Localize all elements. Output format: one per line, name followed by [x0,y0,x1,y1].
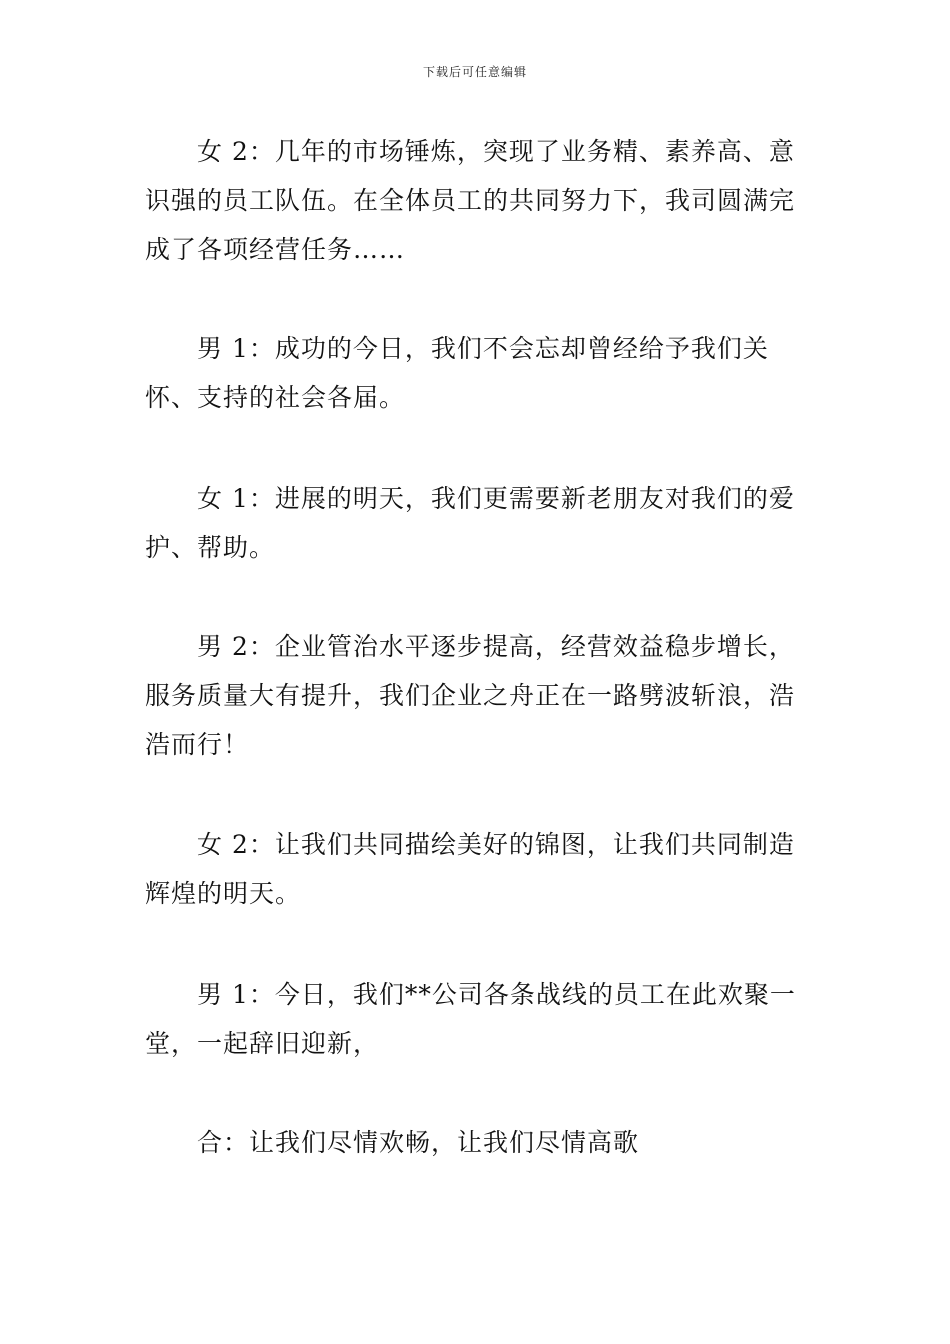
page-header: 下载后可任意编辑 [422,65,527,79]
dialogue-paragraph: 女 2：几年的市场锤炼，突现了业务精、素养高、意识强的员工队伍。在全体员工的共同努力下，我司圆满完成了各项经营任务…… [145,137,796,264]
dialogue-paragraph: 男 2：企业管治水平逐步提高，经营效益稳步增长，服务质量大有提升，我们企业之舟正在一路劈波斩浪，浩浩而行！ [145,632,796,759]
dialogue-paragraph: 合：让我们尽情欢畅，让我们尽情高歌 [197,1128,640,1157]
dialogue-paragraph: 男 1：今日，我们**公司各条战线的员工在此欢聚一堂，一起辞旧迎新， [145,980,796,1058]
dialogue-paragraph: 男 1：成功的今日，我们不会忘却曾经给予我们关怀、支持的社会各届。 [145,334,769,412]
dialogue-paragraph: 女 1：进展的明天，我们更需要新老朋友对我们的爱护、帮助。 [145,484,795,562]
dialogue-paragraph: 女 2：让我们共同描绘美好的锦图，让我们共同制造辉煌的明天。 [145,830,795,908]
